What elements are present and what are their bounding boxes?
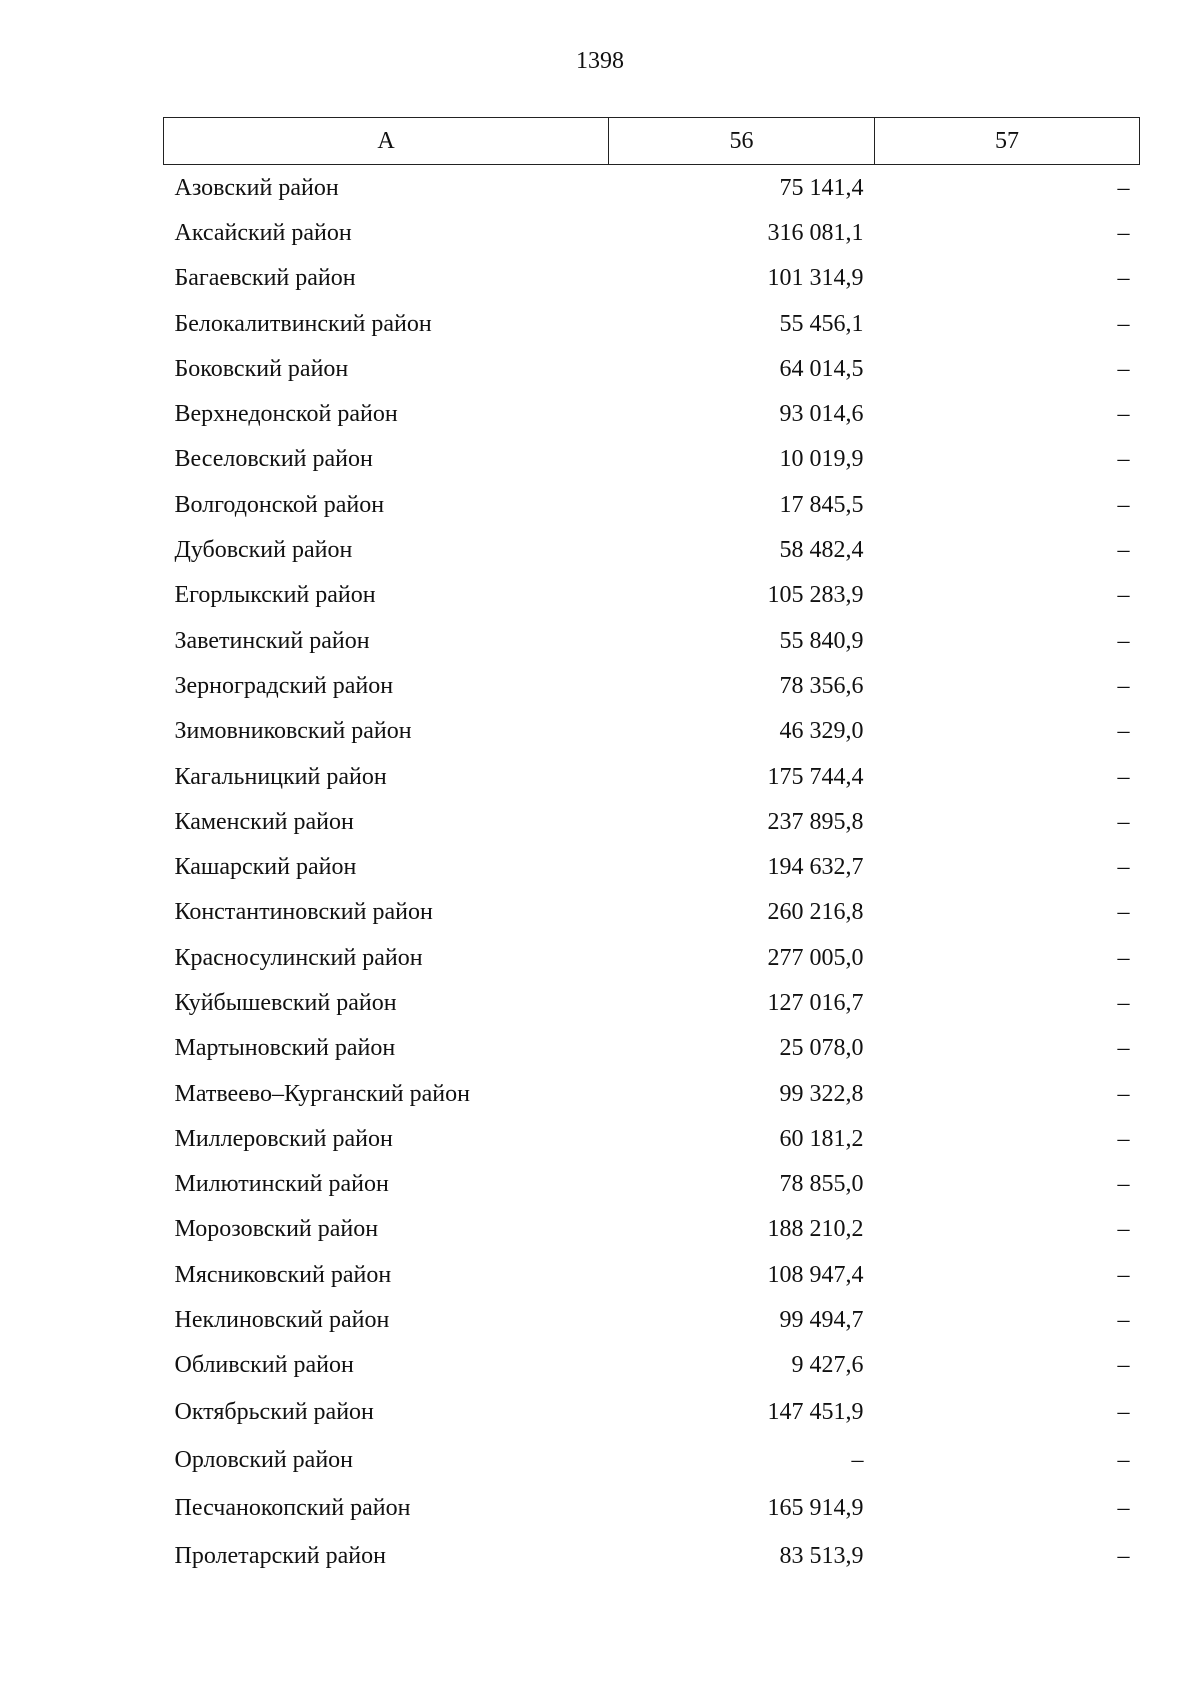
district-name: Зимовниковский район [174, 718, 412, 745]
district-name: Заветинский район [174, 627, 370, 654]
value-56: 55 840,9 [779, 627, 864, 654]
column-header-a: А [164, 118, 609, 165]
value-57: – [1117, 1399, 1130, 1426]
value-56: 99 322,8 [779, 1080, 864, 1107]
table-row [164, 709, 1140, 754]
district-name: Миллеровский район [174, 1125, 393, 1152]
table-row [164, 663, 1140, 708]
district-name: Егорлыкский район [174, 582, 376, 609]
value-56: 147 451,9 [767, 1399, 864, 1426]
value-57: – [1117, 808, 1130, 835]
table-row [164, 573, 1140, 618]
table-body [164, 165, 1140, 1581]
value-56: 78 855,0 [779, 1171, 864, 1198]
value-57: – [1117, 627, 1130, 654]
district-name: Верхнедонской район [174, 401, 398, 428]
district-name: Красносулинский район [174, 944, 423, 971]
table-row [164, 980, 1140, 1025]
table-row [164, 1297, 1140, 1342]
value-56: 277 005,0 [767, 944, 864, 971]
table-row [164, 527, 1140, 572]
table-row [164, 799, 1140, 844]
value-56: 316 081,1 [767, 219, 864, 246]
value-57: – [1117, 854, 1130, 881]
value-56: 25 078,0 [779, 1035, 864, 1062]
district-name: Зерноградский район [174, 672, 394, 699]
value-56: 188 210,2 [767, 1216, 864, 1243]
value-57: – [1117, 310, 1130, 337]
value-56: 55 456,1 [779, 310, 864, 337]
value-56: 46 329,0 [779, 718, 864, 745]
district-name: Каменский район [174, 808, 354, 835]
table-row [164, 618, 1140, 663]
district-name: Белокалитвинский район [174, 310, 432, 337]
value-56: – [851, 1447, 864, 1474]
value-56: 105 283,9 [767, 582, 864, 609]
table-row [164, 301, 1140, 346]
value-57: – [1117, 718, 1130, 745]
district-name: Кагальницкий район [174, 763, 387, 790]
value-57: – [1117, 763, 1130, 790]
value-57: – [1117, 1495, 1130, 1522]
value-57: – [1117, 1171, 1130, 1198]
value-56: 60 181,2 [779, 1125, 864, 1152]
value-57: – [1117, 672, 1130, 699]
table-row [164, 1207, 1140, 1252]
value-57: – [1117, 944, 1130, 971]
table-row [164, 1343, 1140, 1388]
table-row [164, 1484, 1140, 1532]
district-name: Матвеево–Курганский район [174, 1080, 470, 1107]
value-57: – [1117, 899, 1130, 926]
value-56: 99 494,7 [779, 1307, 864, 1334]
table-row [164, 1436, 1140, 1484]
district-name: Багаевский район [174, 265, 356, 292]
value-57: – [1117, 1125, 1130, 1152]
value-56: 101 314,9 [767, 265, 864, 292]
value-57: – [1117, 1543, 1130, 1570]
table-row [164, 844, 1140, 889]
table-row [164, 935, 1140, 980]
value-57: – [1117, 219, 1130, 246]
value-57: – [1117, 265, 1130, 292]
value-56: 9 427,6 [791, 1352, 864, 1379]
table-row [164, 1071, 1140, 1116]
value-56: 165 914,9 [767, 1495, 864, 1522]
value-56: 127 016,7 [767, 989, 864, 1016]
value-57: – [1117, 1352, 1130, 1379]
district-name: Пролетарский район [174, 1543, 386, 1570]
value-57: – [1117, 1307, 1130, 1334]
district-name: Орловский район [174, 1447, 354, 1474]
table-row [164, 1026, 1140, 1071]
district-name: Азовский район [174, 174, 339, 201]
table-row [164, 482, 1140, 527]
value-56: 175 744,4 [767, 763, 864, 790]
value-57: – [1117, 355, 1130, 382]
table-row [164, 1162, 1140, 1207]
district-name: Волгодонской район [174, 491, 385, 518]
value-57: – [1117, 1035, 1130, 1062]
district-name: Мартыновский район [174, 1035, 396, 1062]
value-57: – [1117, 989, 1130, 1016]
district-name: Аксайский район [174, 219, 352, 246]
district-name: Константиновский район [174, 899, 433, 926]
value-57: – [1117, 491, 1130, 518]
district-name: Обливский район [174, 1352, 354, 1379]
value-56: 237 895,8 [767, 808, 864, 835]
value-57: – [1117, 582, 1130, 609]
table-row [164, 1252, 1140, 1297]
value-57: – [1117, 1216, 1130, 1243]
value-56: 83 513,9 [779, 1543, 864, 1570]
table-row [164, 346, 1140, 391]
value-57: – [1117, 174, 1130, 201]
column-header-56: 56 [609, 118, 875, 165]
district-name: Кашарский район [174, 854, 357, 881]
table-row [164, 1532, 1140, 1580]
table-row [164, 210, 1140, 255]
table-row [164, 165, 1140, 211]
table-row [164, 754, 1140, 799]
table-row [164, 437, 1140, 482]
value-56: 75 141,4 [779, 174, 864, 201]
value-57: – [1117, 537, 1130, 564]
budget-table [163, 117, 1140, 1580]
table-row [164, 256, 1140, 301]
value-56: 108 947,4 [767, 1261, 864, 1288]
value-57: – [1117, 401, 1130, 428]
district-name: Боковский район [174, 355, 349, 382]
value-56: 78 356,6 [779, 672, 864, 699]
table-row [164, 1388, 1140, 1436]
value-57: – [1117, 1261, 1130, 1288]
value-56: 17 845,5 [779, 491, 864, 518]
value-56: 58 482,4 [779, 537, 864, 564]
value-57: – [1117, 1447, 1130, 1474]
page-number: 1398 [576, 48, 624, 74]
value-57: – [1117, 1080, 1130, 1107]
value-56: 10 019,9 [779, 446, 864, 473]
district-name: Милютинский район [174, 1171, 389, 1198]
value-56: 93 014,6 [779, 401, 864, 428]
table-row [164, 890, 1140, 935]
table-header-row [164, 118, 1140, 165]
district-name: Мясниковский район [174, 1261, 392, 1288]
district-name: Октябрьский район [174, 1399, 374, 1426]
value-56: 64 014,5 [779, 355, 864, 382]
table-row [164, 391, 1140, 436]
district-name: Дубовский район [174, 537, 353, 564]
value-56: 260 216,8 [767, 899, 864, 926]
district-name: Неклиновский район [174, 1307, 390, 1334]
district-name: Веселовский район [174, 446, 373, 473]
table-row [164, 1116, 1140, 1161]
value-56: 194 632,7 [767, 854, 864, 881]
district-name: Куйбышевский район [174, 989, 397, 1016]
column-header-57: 57 [875, 118, 1140, 165]
district-name: Песчанокопский район [174, 1495, 411, 1522]
district-name: Морозовский район [174, 1216, 379, 1243]
value-57: – [1117, 446, 1130, 473]
